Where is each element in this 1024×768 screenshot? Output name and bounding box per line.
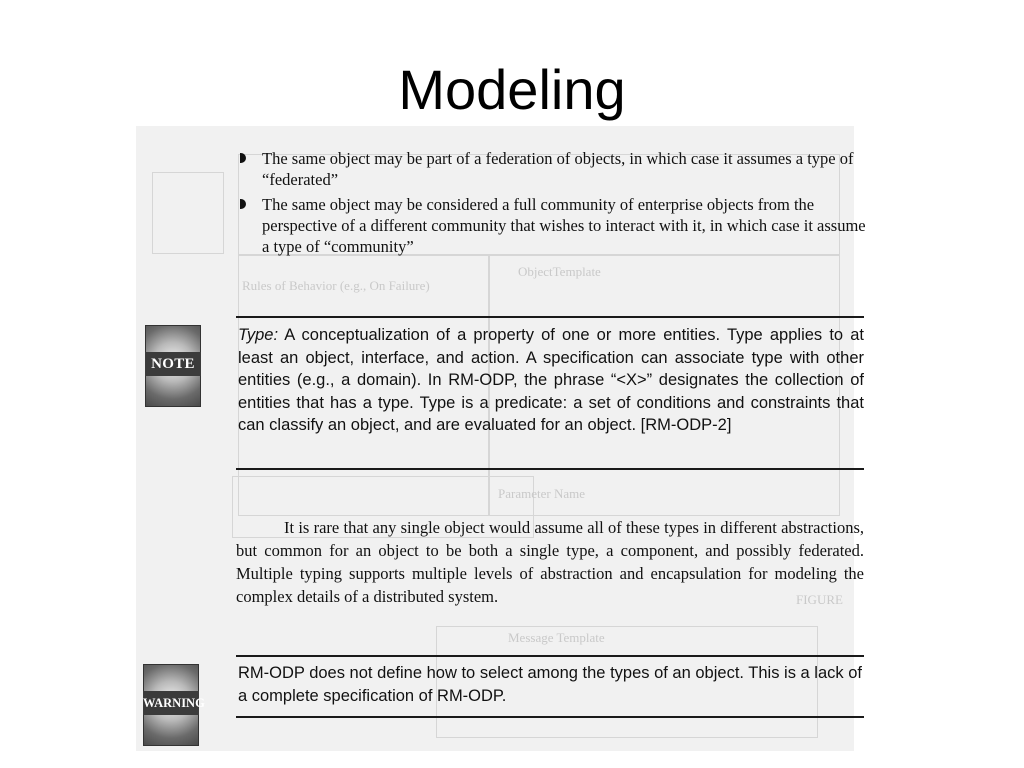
- note-top-rule: [236, 316, 864, 318]
- note-badge-label: NOTE: [145, 352, 201, 376]
- bullet-list: [236, 148, 866, 261]
- note-badge-icon: [145, 325, 201, 407]
- bleed-through-text: FIGURE: [796, 592, 843, 607]
- body-paragraph: It is rare that any single object would assume all of these types in different abstractions, but common for an object to be both a single type, a component, and possibly federated. Multiple typing supports multiple levels of abstraction and encapsulation for modeling the complex details of a distributed system.: [236, 518, 864, 606]
- note-bottom-rule: [236, 468, 864, 470]
- bleed-through-text: ObjectTemplate: [518, 264, 601, 279]
- bullet-item: [236, 148, 866, 190]
- note-body: A conceptualization of a property of one or more entities. Type applies to at least an object, interface, and action. A specification can associate type with other entities (e.g., a domain). In RM-ODP, the phrase “<X>” designates the collection of entities that has a type. Type is a predicate: a set of conditions and constraints that can classify an object, and are evaluated for an object. [RM-ODP-2]: [238, 326, 864, 435]
- bullet-text: The same object may be part of a federation of objects, in which case it assumes a type of “federated”: [262, 149, 854, 189]
- bullet-marker-icon: [240, 153, 246, 163]
- warning-text: RM-ODP does not define how to select among the types of an object. This is a lack of a complete specification of RM-ODP.: [238, 664, 862, 705]
- bleed-through-text: Rules of Behavior (e.g., On Failure): [242, 278, 430, 293]
- bullet-item: [236, 194, 866, 257]
- note-term: Type:: [238, 326, 279, 344]
- warning-badge-label: WARNING: [143, 691, 199, 715]
- bullet-text: The same object may be considered a full community of enterprise objects from the perspective of a different community that wishes to interact with it, in which case it assume a type of “community”: [262, 195, 866, 256]
- warning-badge-icon: [143, 664, 205, 746]
- bleed-through-text: Parameter Name: [498, 486, 585, 501]
- slide-title: Modeling: [398, 58, 626, 121]
- warning-bottom-rule: [236, 716, 864, 718]
- note-definition: [238, 324, 864, 437]
- bleed-through-text: Message Template: [508, 630, 605, 645]
- warning-top-rule: [236, 655, 864, 657]
- bullet-marker-icon: [240, 199, 246, 209]
- bleed-through-box: [152, 172, 224, 254]
